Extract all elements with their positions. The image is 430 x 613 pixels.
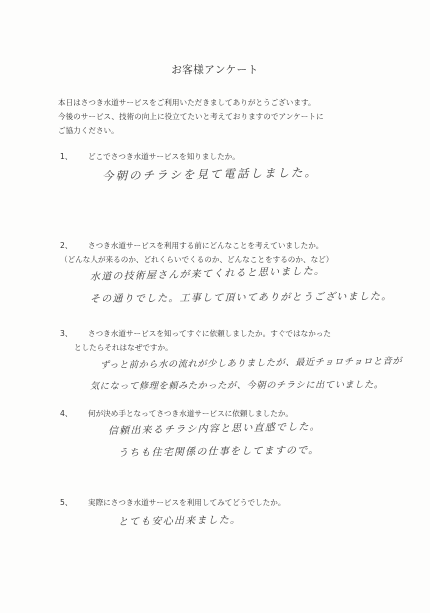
question-5-text: 実際にさつき水道サービスを利用してみてどうでしたか。	[88, 498, 286, 507]
answer-4-handwriting-line-2: うちも住宅関係の仕事をしてますので。	[117, 445, 320, 459]
answer-3-handwriting-line-1: ずっと前から水の流れが少しありましたが、最近チョロチョロと音が	[99, 355, 403, 371]
question-2-number: 2、	[60, 241, 73, 250]
survey-title: お客様アンケート	[171, 64, 259, 76]
question-4-text: 何が決め手となってさつき水道サービスに依頼しましたか。	[88, 409, 294, 418]
answer-2-handwriting-line-1: 水道の技術屋さんが来てくれると思いました。	[89, 265, 326, 283]
question-1-text: どこでさつき水道サービスを知りましたか。	[88, 152, 240, 161]
question-2-subtext: （どんな人が来るのか、どれくらいでくるのか、どんなことをするのか、など）	[60, 255, 334, 264]
question-5-number: 5、	[60, 498, 73, 507]
question-2-text: さつき水道サービスを利用する前にどんなことを考えていましたか。	[88, 241, 324, 250]
intro-line: ご協力ください。	[58, 126, 119, 135]
question-3-subtext: としたらそれはなぜですか。	[74, 343, 173, 352]
intro-text	[58, 96, 398, 138]
answer-2-handwriting-line-2: その通りでした。工事して頂いてありがとうございました。	[89, 291, 393, 305]
question-3-text: さつき水道サービスを知ってすぐに依頼しましたか。すぐではなかった	[88, 329, 331, 338]
question-1-number: 1、	[60, 152, 73, 161]
intro-line: 本日はさつき水道サービスをご利用いただきましてありがとうございます。	[58, 98, 316, 107]
intro-line: 今後のサービス、技術の向上に役立てたいと考えておりますのでアンケートに	[58, 112, 324, 121]
question-4-number: 4、	[60, 409, 73, 418]
question-3-number: 3、	[60, 329, 73, 338]
answer-5-handwriting: とても安心出来ました。	[117, 514, 242, 528]
answer-3-handwriting-line-2: 気になって修理を頼みたかったが、今朝のチラシに出ていました。	[89, 379, 384, 392]
answer-4-handwriting-line-1: 信頼出来るチラシ内容と思い直感でした。	[107, 421, 321, 437]
answer-1-handwriting: 今朝のチラシを見て電話しました。	[101, 165, 319, 183]
